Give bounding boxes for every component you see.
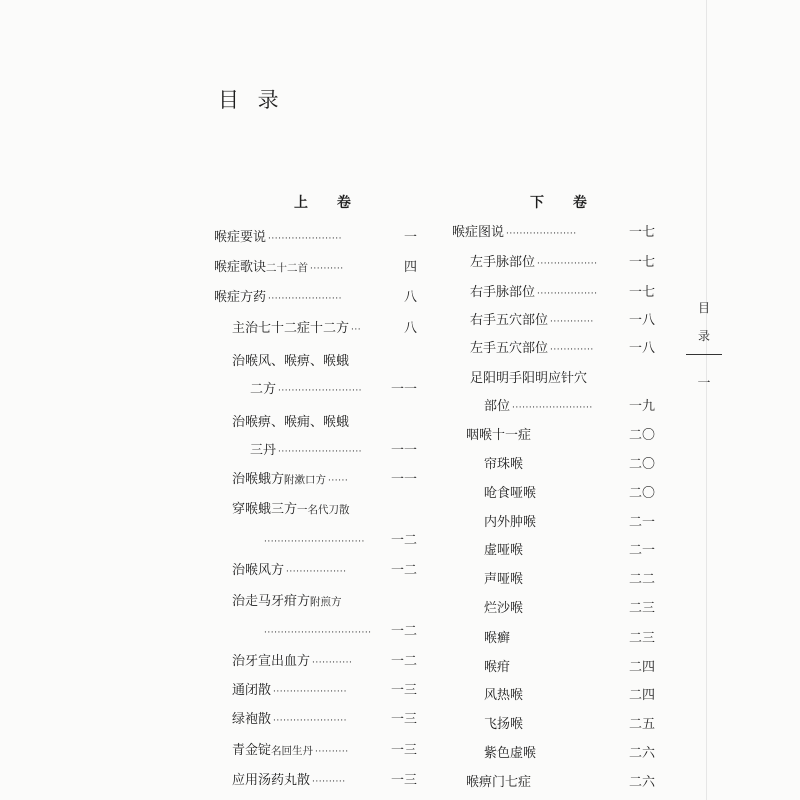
toc-leader-dots: ·············: [550, 317, 594, 327]
toc-page-number: 一八: [628, 341, 655, 356]
toc-leader-dots: ··················: [537, 259, 598, 269]
toc-entry[interactable]: [466, 428, 655, 444]
toc-entry-label: 风热喉: [484, 688, 524, 703]
toc-page-number: 二二: [628, 572, 655, 587]
toc-entry[interactable]: [484, 457, 655, 473]
toc-page-number: 一一: [390, 443, 417, 458]
toc-page-number: 一三: [390, 712, 417, 727]
toc-entry-label: 治喉风、喉痹、喉蛾: [232, 354, 350, 369]
toc-page-number: 二一: [628, 543, 655, 558]
toc-entry-label: 喉症方药: [214, 290, 267, 305]
toc-page-number: 一九: [628, 399, 655, 414]
toc-entry-label: 喉症要说: [214, 230, 267, 245]
toc-leader-dots: ·····················: [506, 229, 577, 239]
toc-entry-label: 帘珠喉: [484, 457, 524, 472]
toc-entry[interactable]: [232, 743, 417, 760]
toc-leader-dots: ························: [512, 403, 593, 413]
toc-entry[interactable]: [232, 712, 417, 729]
toc-page-number: 一二: [390, 624, 417, 639]
page-title: 目 录: [218, 88, 285, 112]
toc-leader-dots: ···: [351, 325, 362, 335]
toc-leader-dots: ·············: [550, 345, 594, 355]
toc-entry[interactable]: [484, 515, 655, 531]
toc-entry-label: 烂沙喉: [484, 601, 524, 616]
toc-entry[interactable]: [466, 775, 655, 791]
toc-entry[interactable]: [484, 688, 655, 704]
toc-entry-label: 治喉蛾方: [232, 472, 285, 487]
toc-leader-dots: ············: [312, 658, 353, 668]
toc-entry-label: 内外肿喉: [484, 515, 537, 530]
toc-entry[interactable]: [250, 382, 417, 399]
toc-entry-label: 紫色虚喉: [484, 746, 537, 761]
toc-leader-dots: ································: [264, 628, 372, 638]
toc-entry[interactable]: [232, 773, 417, 790]
toc-entry-label: 应用汤药丸散: [232, 773, 311, 788]
toc-entry-label: 咽喉十一症: [466, 428, 532, 443]
toc-entry-label: 三丹: [250, 443, 277, 458]
toc-entry-label: 喉症歌诀: [214, 260, 267, 275]
toc-page-number: 一三: [390, 683, 417, 698]
toc-page-number: 一七: [628, 285, 655, 300]
side-label-char: 目: [697, 301, 710, 315]
toc-entry-label: 治走马牙疳方: [232, 594, 311, 609]
toc-entry-label: 喉痹门七症: [466, 775, 532, 790]
toc-entry[interactable]: [262, 533, 417, 550]
toc-entry[interactable]: [452, 225, 655, 242]
toc-entry[interactable]: [484, 631, 655, 647]
toc-page-number: 一七: [628, 255, 655, 270]
toc-entry-label: 虚哑喉: [484, 543, 524, 558]
upper-volume-heading: 上 卷: [294, 195, 363, 211]
toc-entry-label: 喉症图说: [452, 225, 505, 240]
toc-entry-label: 穿喉蛾三方: [232, 502, 298, 517]
side-running-head: [696, 294, 712, 350]
toc-entry-label: 左手脉部位: [470, 255, 536, 270]
toc-page-number: 四: [403, 260, 417, 275]
toc-entry[interactable]: [232, 654, 417, 671]
page-frame-line: [706, 0, 707, 800]
toc-entry[interactable]: [470, 313, 655, 330]
toc-entry[interactable]: [232, 354, 417, 370]
toc-leader-dots: ··········: [312, 777, 346, 787]
toc-entry[interactable]: [214, 260, 417, 277]
toc-entry[interactable]: [232, 594, 417, 610]
toc-leader-dots: ··················: [286, 567, 347, 577]
toc-entry[interactable]: [232, 683, 417, 700]
toc-entry-label: 治牙宣出血方: [232, 654, 311, 669]
toc-entry-note: 附漱口方: [284, 474, 327, 486]
toc-entry[interactable]: [470, 285, 655, 302]
toc-entry[interactable]: [232, 321, 417, 338]
toc-page-number: 二六: [628, 775, 655, 790]
toc-leader-dots: ······················: [273, 716, 347, 726]
toc-page-number: 一一: [390, 382, 417, 397]
toc-entry[interactable]: [484, 660, 655, 676]
toc-leader-dots: ·························: [278, 447, 363, 457]
toc-entry-label: 左手五穴部位: [470, 341, 549, 356]
toc-leader-dots: ······: [328, 476, 349, 486]
toc-entry[interactable]: [214, 290, 417, 307]
toc-page-number: 二三: [628, 631, 655, 646]
toc-page-number: 八: [403, 290, 417, 305]
toc-page-number: 二三: [628, 601, 655, 616]
side-rule: [686, 354, 722, 355]
toc-page-number: 八: [403, 321, 417, 336]
toc-page-number: 一三: [390, 743, 417, 758]
toc-entry-label: 足阳明手阳明应针穴: [470, 371, 588, 386]
toc-entry[interactable]: [470, 341, 655, 358]
toc-entry-label: 喉癣: [484, 631, 511, 646]
toc-leader-dots: ·························: [278, 386, 363, 396]
toc-page-number: 二〇: [628, 428, 655, 443]
page-number: 一: [697, 376, 711, 391]
toc-entry[interactable]: [250, 443, 417, 460]
toc-page-number: 二五: [628, 717, 655, 732]
toc-page-number: 二〇: [628, 486, 655, 501]
toc-entry-label: 飞扬喉: [484, 717, 524, 732]
toc-entry[interactable]: [484, 399, 655, 416]
toc-page-number: 一八: [628, 313, 655, 328]
toc-entry[interactable]: [484, 717, 655, 733]
toc-entry[interactable]: [484, 543, 655, 559]
toc-entry-label: 呛食哑喉: [484, 486, 537, 501]
toc-entry-label: 二方: [250, 382, 277, 397]
toc-entry-label: 右手脉部位: [470, 285, 536, 300]
toc-entry[interactable]: [262, 624, 417, 641]
toc-entry-label: 青金锭: [232, 743, 272, 758]
toc-entry[interactable]: [484, 746, 655, 762]
toc-leader-dots: ······················: [268, 234, 342, 244]
toc-page-number: 二四: [628, 688, 655, 703]
toc-leader-dots: ······························: [264, 537, 365, 547]
toc-entry[interactable]: [232, 502, 417, 518]
toc-entry[interactable]: [232, 415, 417, 431]
toc-entry-label: 喉疳: [484, 660, 511, 675]
toc-entry-note: 附煎方: [310, 596, 342, 608]
toc-entry-label: 通闭散: [232, 683, 272, 698]
toc-leader-dots: ······················: [273, 687, 347, 697]
toc-leader-dots: ··················: [537, 289, 598, 299]
toc-page-number: 一二: [390, 563, 417, 578]
side-label-char: 录: [697, 329, 710, 343]
toc-leader-dots: ······················: [268, 294, 342, 304]
toc-page-number: 二四: [628, 660, 655, 675]
toc-page-number: 一二: [390, 533, 417, 548]
toc-entry-note: 二十二首: [266, 262, 309, 274]
toc-page-number: 二〇: [628, 457, 655, 472]
toc-entry-label: 治喉风方: [232, 563, 285, 578]
toc-leader-dots: ··········: [315, 747, 349, 757]
toc-entry[interactable]: [484, 486, 655, 502]
toc-page-number: 一一: [390, 472, 417, 487]
toc-entry[interactable]: [484, 601, 655, 617]
toc-leader-dots: ··········: [310, 264, 344, 274]
toc-entry-label: 右手五穴部位: [470, 313, 549, 328]
toc-entry[interactable]: [232, 472, 417, 489]
toc-entry-label: 声哑喉: [484, 572, 524, 587]
toc-entry-note: 一名代刀散: [297, 504, 350, 516]
lower-volume-heading: 下 卷: [530, 195, 599, 211]
toc-entry-label: 主治七十二症十二方: [232, 321, 350, 336]
toc-page-number: 二一: [628, 515, 655, 530]
toc-entry[interactable]: [214, 230, 417, 247]
toc-page-number: 一: [403, 230, 417, 245]
toc-entry[interactable]: [232, 563, 417, 580]
toc-entry[interactable]: [470, 255, 655, 272]
toc-page-number: 二六: [628, 746, 655, 761]
toc-page-number: 一三: [390, 773, 417, 788]
toc-entry-label: 绿袍散: [232, 712, 272, 727]
toc-page-number: 一七: [628, 225, 655, 240]
toc-entry-label: 部位: [484, 399, 511, 414]
toc-entry[interactable]: [484, 572, 655, 588]
toc-entry[interactable]: [470, 371, 655, 387]
toc-entry-note: 名回生丹: [271, 745, 314, 757]
toc-entry-label: 治喉痹、喉痈、喉蛾: [232, 415, 350, 430]
toc-page-number: 一二: [390, 654, 417, 669]
